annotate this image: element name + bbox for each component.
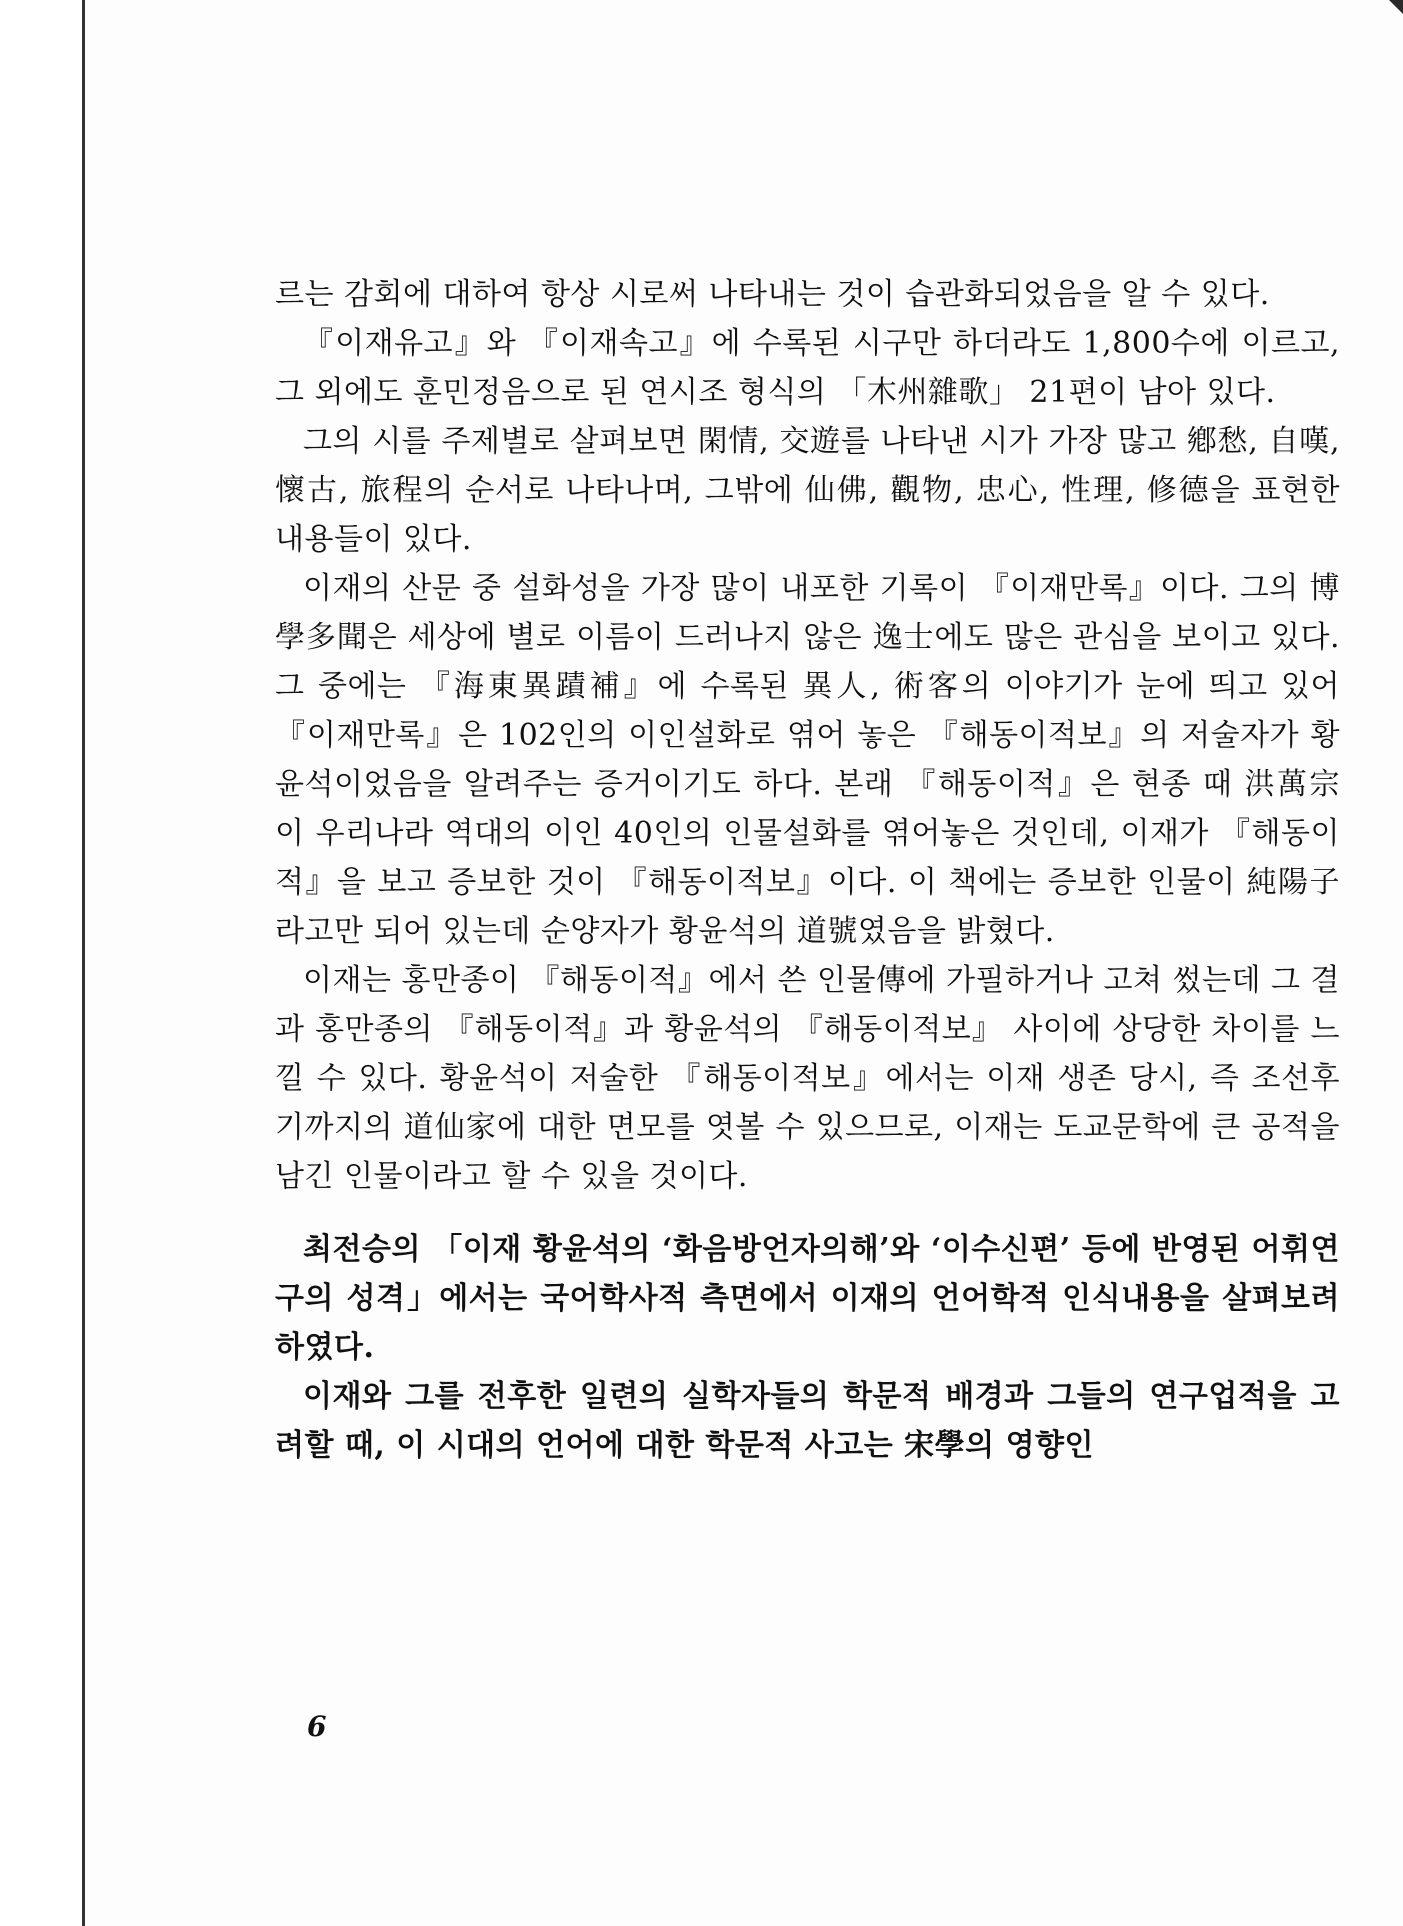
paragraph: 이재의 산문 중 설화성을 가장 많이 내포한 기록이 『이재만록』이다. 그의 博學多聞은 세상에 별로 이름이 드러나지 않은 逸士에도 많은 관심을 보이고 있다. 그 중에는 『海東異蹟補』에 수록된 異人, 術客의 이야기가 눈에 띄고 있어 『이재만록』은 102인의 이인설화로 엮어 놓은 『해동이적보』의 저술자가 황윤석이었음을 알려주는 증거이기도 하다. 본래 『해동이적』은 현종 때 洪萬宗이 우리나라 역대의 이인 40인의 인물설화를 엮어놓은 것인데, 이재가 『해동이적』을 보고 증보한 것이 『해동이적보』이다. 이 책에는 증보한 인물이 純陽子라고만 되어 있는데 순양자가 황윤석의 道號였음을 밝혔다. [275, 571, 1340, 949]
paragraph: 이재와 그를 전후한 일련의 실학자들의 학문적 배경과 그들의 연구업적을 고려할 때, 이 시대의 언어에 대한 학문적 사고는 宋學의 영향인 [275, 1379, 1340, 1463]
page-corner [1389, 0, 1403, 14]
paragraph: 최전승의 「이재 황윤석의 ‘화음방언자의해’와 ‘이수신편’ 등에 반영된 어휘연구의 성격」에서는 국어학사적 측면에서 이재의 언어학적 인식내용을 살펴보려 하였다. [275, 1232, 1340, 1365]
paragraph: 『이재유고』와 『이재속고』에 수록된 시구만 하더라도 1,800수에 이르고, 그 외에도 훈민정음으로 된 연시조 형식의 「木州雜歌」 21편이 남아 있다. [275, 326, 1340, 410]
paragraph: 르는 감회에 대하여 항상 시로써 나타내는 것이 습관화되었음을 알 수 있다. [275, 277, 1270, 312]
body-text [275, 270, 1340, 1470]
page-number: 6 [307, 1710, 327, 1743]
document-page [82, 0, 1403, 1926]
left-margin [0, 0, 82, 1926]
paragraph: 그의 시를 주제별로 살펴보면 閑情, 交遊를 나타낸 시가 가장 많고 鄕愁, 自嘆, 懷古, 旅程의 순서로 나타나며, 그밖에 仙佛, 觀物, 忠心, 性理, 修德을 표현한 내용들이 있다. [275, 424, 1340, 557]
paragraph: 이재는 홍만종이 『해동이적』에서 쓴 인물傳에 가필하거나 고쳐 썼는데 그 결과 홍만종의 『해동이적』과 황윤석의 『해동이적보』 사이에 상당한 차이를 느낄 수 있다. 황윤석이 저술한 『해동이적보』에서는 이재 생존 당시, 즉 조선후기까지의 道仙家에 대한 면모를 엿볼 수 있으므로, 이재는 도교문학에 큰 공적을 남긴 인물이라고 할 수 있을 것이다. [275, 963, 1340, 1194]
